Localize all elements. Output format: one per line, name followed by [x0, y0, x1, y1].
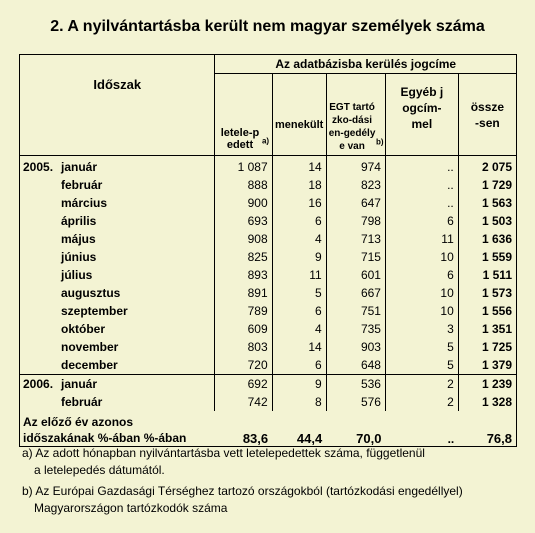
cell-eea: 647 — [326, 194, 385, 212]
month-label: február — [61, 178, 103, 192]
col-eea-label: EGT tartózko-dási en-gedélye van — [328, 102, 376, 152]
month-label: november — [61, 340, 119, 354]
table-row — [20, 266, 517, 284]
period-cell — [20, 212, 215, 230]
period-header — [20, 55, 215, 156]
period-cell — [20, 194, 215, 212]
summary-row — [20, 411, 517, 447]
cell-eea: 715 — [326, 248, 385, 266]
footnote-b — [22, 483, 527, 517]
footnote-a — [22, 445, 527, 479]
cell-total: 2 075 — [458, 156, 516, 177]
month-label: május — [61, 232, 96, 246]
cell-settled: 692 — [215, 375, 272, 394]
cell-settled: 900 — [215, 194, 272, 212]
period-cell — [20, 338, 215, 356]
col-refugee-header — [272, 74, 326, 156]
statistics-table — [19, 54, 517, 447]
cell-settled: 891 — [215, 284, 272, 302]
table-row — [20, 393, 517, 411]
cell-other: 2 — [385, 375, 458, 394]
group-header — [215, 55, 517, 74]
cell-total: 1 559 — [458, 248, 516, 266]
cell-total: 1 725 — [458, 338, 516, 356]
footnote-a-line1: a) Az adott hónapban nyilvántartásba vett letelepedettek száma, függetlenül — [22, 446, 425, 460]
period-cell — [20, 176, 215, 194]
table-row — [20, 212, 517, 230]
table-row — [20, 302, 517, 320]
cell-eea: 667 — [326, 284, 385, 302]
cell-other: 6 — [385, 266, 458, 284]
cell-settled: 720 — [215, 356, 272, 375]
cell-settled: 893 — [215, 266, 272, 284]
footnote-b-line1: b) Az Európai Gazdasági Térséghez tartozó országokból (tartózkodási engedéllyel) — [22, 484, 463, 498]
cell-eea: 974 — [326, 156, 385, 177]
period-cell — [20, 375, 215, 394]
cell-other: .. — [385, 194, 458, 212]
cell-total: 1 503 — [458, 212, 516, 230]
cell-total: 1 556 — [458, 302, 516, 320]
summary-other: .. — [385, 411, 458, 447]
cell-other: 10 — [385, 248, 458, 266]
period-cell — [20, 156, 215, 177]
month-label: szeptember — [61, 304, 128, 318]
cell-total: 1 729 — [458, 176, 516, 194]
cell-eea: 823 — [326, 176, 385, 194]
table-row — [20, 156, 517, 177]
month-label: január — [61, 377, 98, 391]
table-row — [20, 248, 517, 266]
col-eea-header — [326, 74, 385, 156]
cell-settled: 1 087 — [215, 156, 272, 177]
period-cell — [20, 302, 215, 320]
period-cell — [20, 266, 215, 284]
col-total-header — [458, 74, 516, 156]
month-label: április — [61, 214, 97, 228]
cell-refugee: 18 — [272, 176, 326, 194]
cell-eea: 735 — [326, 320, 385, 338]
period-cell — [20, 356, 215, 375]
cell-eea: 648 — [326, 356, 385, 375]
cell-refugee: 6 — [272, 212, 326, 230]
cell-eea: 576 — [326, 393, 385, 411]
cell-total: 1 573 — [458, 284, 516, 302]
month-label: június — [61, 250, 97, 264]
cell-refugee: 14 — [272, 338, 326, 356]
cell-refugee: 4 — [272, 230, 326, 248]
summary-label-line1: Az előző év azonos — [23, 415, 134, 429]
summary-label — [20, 411, 215, 447]
table-row — [20, 194, 517, 212]
col-other-header — [385, 74, 458, 156]
cell-refugee: 9 — [272, 248, 326, 266]
cell-eea: 903 — [326, 338, 385, 356]
cell-other: 3 — [385, 320, 458, 338]
cell-total: 1 563 — [458, 194, 516, 212]
cell-other: 11 — [385, 230, 458, 248]
cell-settled: 825 — [215, 248, 272, 266]
cell-other: 5 — [385, 356, 458, 375]
cell-other: .. — [385, 156, 458, 177]
table-row — [20, 320, 517, 338]
cell-total: 1 511 — [458, 266, 516, 284]
year-label: 2005. — [23, 160, 54, 174]
month-label: július — [61, 268, 93, 282]
month-label: január — [61, 160, 98, 174]
period-header-label: Időszak — [93, 77, 142, 92]
cell-eea: 601 — [326, 266, 385, 284]
month-label: március — [61, 196, 108, 210]
cell-other: 6 — [385, 212, 458, 230]
cell-other: 5 — [385, 338, 458, 356]
cell-refugee: 6 — [272, 356, 326, 375]
cell-other: 10 — [385, 302, 458, 320]
cell-eea: 536 — [326, 375, 385, 394]
period-cell — [20, 320, 215, 338]
note-b-marker: b) — [376, 137, 384, 147]
table-row — [20, 284, 517, 302]
table-row — [20, 375, 517, 394]
cell-other: .. — [385, 176, 458, 194]
col-settled-header — [215, 74, 272, 156]
cell-total: 1 351 — [458, 320, 516, 338]
cell-eea: 751 — [326, 302, 385, 320]
month-label: október — [61, 322, 106, 336]
cell-refugee: 5 — [272, 284, 326, 302]
summary-refugee: 44,4 — [272, 411, 326, 447]
col-settled-label: letele-pedett — [220, 127, 260, 151]
summary-label-line2: időszakának %-ában %-ában — [23, 431, 187, 445]
cell-settled: 803 — [215, 338, 272, 356]
cell-other: 2 — [385, 393, 458, 411]
cell-total: 1 328 — [458, 393, 516, 411]
month-label: december — [61, 358, 118, 372]
cell-refugee: 9 — [272, 375, 326, 394]
group-header-label: Az adatbázisba kerülés jogcíme — [275, 57, 457, 71]
table-row — [20, 356, 517, 375]
month-label: augusztus — [61, 286, 121, 300]
cell-settled: 693 — [215, 212, 272, 230]
cell-settled: 742 — [215, 393, 272, 411]
table-row — [20, 176, 517, 194]
period-cell — [20, 393, 215, 411]
cell-refugee: 16 — [272, 194, 326, 212]
cell-refugee: 6 — [272, 302, 326, 320]
footnotes — [22, 445, 527, 521]
col-other-label: Egyéb jogcím-mel — [400, 85, 444, 131]
cell-settled: 789 — [215, 302, 272, 320]
cell-refugee: 11 — [272, 266, 326, 284]
table-row — [20, 338, 517, 356]
footnote-a-line2: a letelepedés dátumától. — [34, 463, 165, 477]
cell-eea: 798 — [326, 212, 385, 230]
month-label: február — [61, 395, 103, 409]
table-row — [20, 230, 517, 248]
cell-refugee: 14 — [272, 156, 326, 177]
cell-other: 10 — [385, 284, 458, 302]
cell-refugee: 8 — [272, 393, 326, 411]
period-cell — [20, 248, 215, 266]
cell-total: 1 636 — [458, 230, 516, 248]
footnote-b-line2: Magyarországon tartózkodók száma — [34, 501, 228, 515]
period-cell — [20, 284, 215, 302]
table-title: 2. A nyilvántartásba került nem magyar személyek száma — [50, 18, 485, 35]
cell-eea: 713 — [326, 230, 385, 248]
cell-total: 1 239 — [458, 375, 516, 394]
year-label: 2006. — [23, 377, 54, 391]
cell-settled: 888 — [215, 176, 272, 194]
col-total-label: össze-sen — [470, 99, 505, 130]
period-cell — [20, 230, 215, 248]
summary-total: 76,8 — [458, 411, 516, 447]
col-refugee-label: menekült — [275, 118, 324, 131]
cell-refugee: 4 — [272, 320, 326, 338]
summary-settled: 83,6 — [215, 411, 272, 447]
note-a-marker: a) — [261, 136, 270, 146]
summary-eea: 70,0 — [326, 411, 385, 447]
cell-settled: 908 — [215, 230, 272, 248]
cell-total: 1 379 — [458, 356, 516, 375]
cell-settled: 609 — [215, 320, 272, 338]
